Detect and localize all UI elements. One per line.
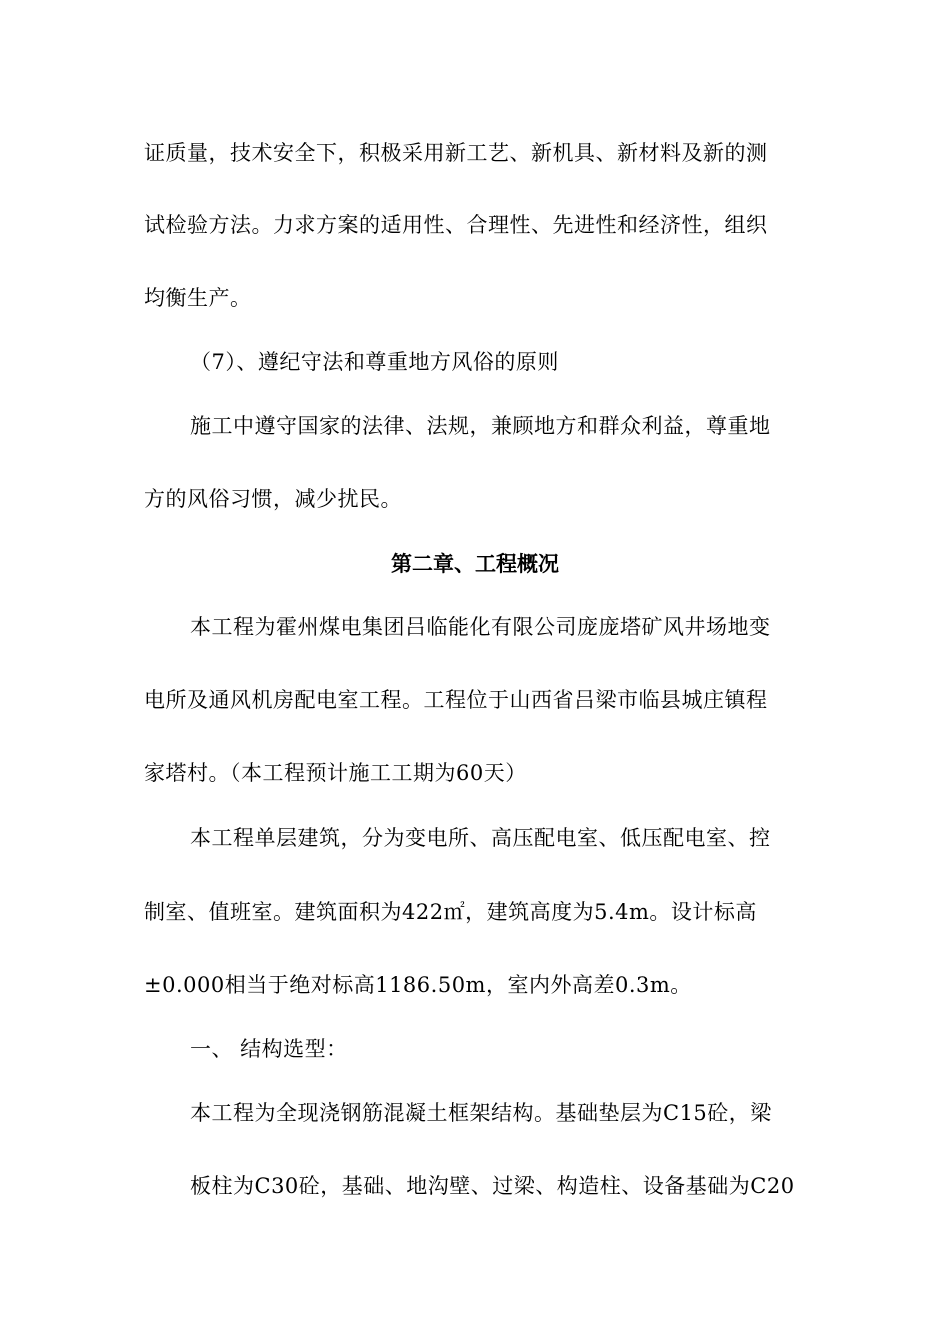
text-line: 均衡生产。 [144, 286, 252, 310]
text-line: 施工中遵守国家的法律、法规，兼顾地方和群众利益，尊重地 [190, 414, 771, 438]
text-line: 本工程为霍州煤电集团吕临能化有限公司庞庞塔矿风井场地变 [190, 615, 771, 639]
text-line: 本工程单层建筑，分为变电所、高压配电室、低压配电室、控 [190, 826, 771, 850]
text-line: 板柱为C30砼，基础、地沟壁、过梁、构造柱、设备基础为C20 [190, 1174, 795, 1198]
section-subtitle: （7）、遵纪守法和尊重地方风俗的原则 [190, 350, 559, 374]
text-line: 本工程为全现浇钢筋混凝土框架结构。基础垫层为C15砼，梁 [190, 1101, 772, 1125]
text-line: 证质量，技术安全下，积极采用新工艺、新机具、新材料及新的测 [144, 141, 768, 165]
section-subtitle: 一、 结构选型： [190, 1037, 348, 1061]
text-line: 制室、值班室。建筑面积为422㎡，建筑高度为5.4m。设计标高 [144, 900, 757, 924]
text-line: ±0.000相当于绝对标高1186.50m，室内外高差0.3m。 [144, 973, 692, 997]
text-line: 方的风俗习惯，减少扰民。 [144, 487, 402, 511]
text-line: 试检验方法。力求方案的适用性、合理性、先进性和经济性，组织 [144, 213, 768, 237]
chapter-heading: 第二章、工程概况 [391, 552, 559, 576]
text-line: 电所及通风机房配电室工程。工程位于山西省吕梁市临县城庄镇程 [144, 688, 768, 712]
text-line: 家塔村。（本工程预计施工工期为60天） [144, 761, 527, 785]
